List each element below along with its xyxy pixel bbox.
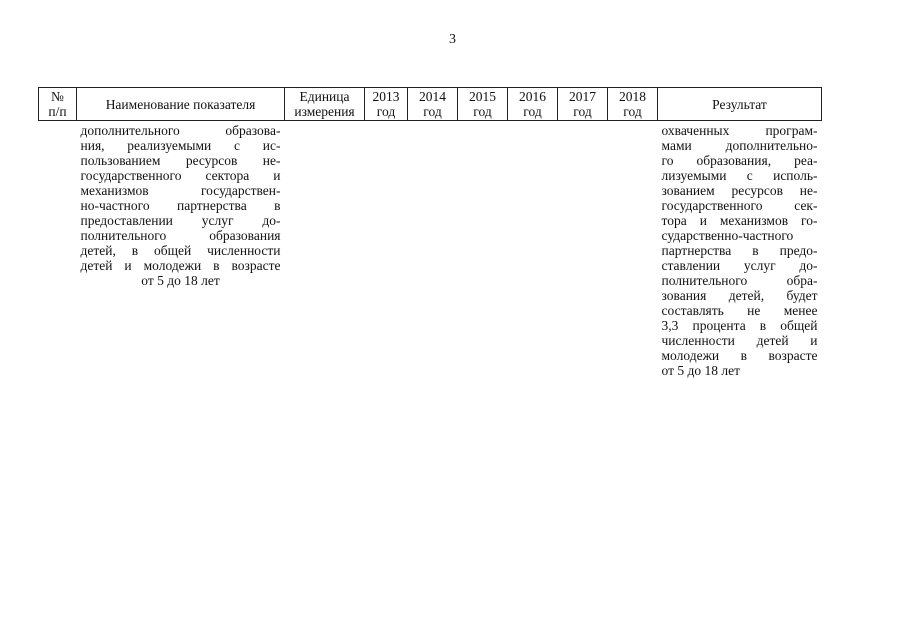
result-line: партнерства в предо-	[661, 243, 818, 258]
header-result: Результат	[658, 88, 822, 121]
result-line: 3,3 процента в общей	[661, 318, 818, 333]
header-year-2017	[558, 88, 608, 121]
cell-indicator-name	[77, 121, 285, 379]
cell-2017	[558, 121, 608, 379]
result-line: зования детей, будет	[661, 288, 818, 303]
name-line: государственного сектора и	[80, 168, 281, 183]
result-line: тора и механизмов го-	[661, 213, 818, 228]
result-line: полнительного обра-	[661, 273, 818, 288]
cell-2015	[458, 121, 508, 379]
header-year-value: 2014	[419, 89, 446, 104]
cell-2016	[508, 121, 558, 379]
header-year-2016	[508, 88, 558, 121]
header-year-2018	[608, 88, 658, 121]
result-line: мами дополнительно-	[661, 138, 818, 153]
name-line: пользованием ресурсов не-	[80, 153, 281, 168]
result-line: лизуемыми с исполь-	[661, 168, 818, 183]
header-year-suffix: год	[573, 104, 592, 119]
header-number-line-1: №	[51, 89, 64, 104]
result-line: молодежи в возрасте	[661, 348, 818, 363]
header-year-2015	[458, 88, 508, 121]
cell-2013	[365, 121, 408, 379]
cell-unit	[285, 121, 365, 379]
header-number	[39, 88, 77, 121]
header-year-value: 2015	[469, 89, 496, 104]
name-line: механизмов государствен-	[80, 183, 281, 198]
name-line: от 5 до 18 лет	[141, 273, 220, 288]
header-unit-line-2: измерения	[294, 104, 355, 119]
indicator-table	[38, 87, 822, 378]
header-year-value: 2016	[519, 89, 546, 104]
header-year-2014	[408, 88, 458, 121]
cell-2014	[408, 121, 458, 379]
result-line: ставлении услуг до-	[661, 258, 818, 273]
header-unit-line-1: Единица	[299, 89, 350, 104]
header-year-suffix: год	[423, 104, 442, 119]
result-line: численности детей и	[661, 333, 818, 348]
header-year-suffix: год	[523, 104, 542, 119]
header-year-value: 2018	[619, 89, 646, 104]
header-year-suffix: год	[473, 104, 492, 119]
table-row	[39, 121, 822, 379]
result-line: от 5 до 18 лет	[661, 363, 740, 378]
name-line: дополнительного образова-	[80, 123, 281, 138]
name-line: детей, в общей численности	[80, 243, 281, 258]
cell-result	[658, 121, 822, 379]
header-year-value: 2013	[372, 89, 400, 104]
name-line: детей и молодежи в возрасте	[80, 258, 281, 273]
result-line: составлять не менее	[661, 303, 818, 318]
name-line: ния, реализуемыми с ис-	[80, 138, 281, 153]
name-line: но-частного партнерства в	[80, 198, 281, 213]
result-line: охваченных програм-	[661, 123, 818, 138]
result-line: зованием ресурсов не-	[661, 183, 818, 198]
name-line: полнительного образования	[80, 228, 281, 243]
result-line: государственного сек-	[661, 198, 818, 213]
cell-2018	[608, 121, 658, 379]
name-line: предоставлении услуг до-	[80, 213, 281, 228]
cell-number	[39, 121, 77, 379]
header-year-suffix: год	[623, 104, 642, 119]
header-unit	[285, 88, 365, 121]
page-number: 3	[449, 32, 456, 47]
header-year-value: 2017	[569, 89, 596, 104]
result-line: го образования, реа-	[661, 153, 818, 168]
header-year-suffix: год	[376, 104, 396, 119]
result-line: сударственно-частного	[661, 228, 794, 243]
table-header-row	[39, 88, 822, 121]
header-number-line-2: п/п	[48, 104, 67, 119]
header-year-2013	[365, 88, 408, 121]
header-indicator-name: Наименование показателя	[77, 88, 285, 121]
